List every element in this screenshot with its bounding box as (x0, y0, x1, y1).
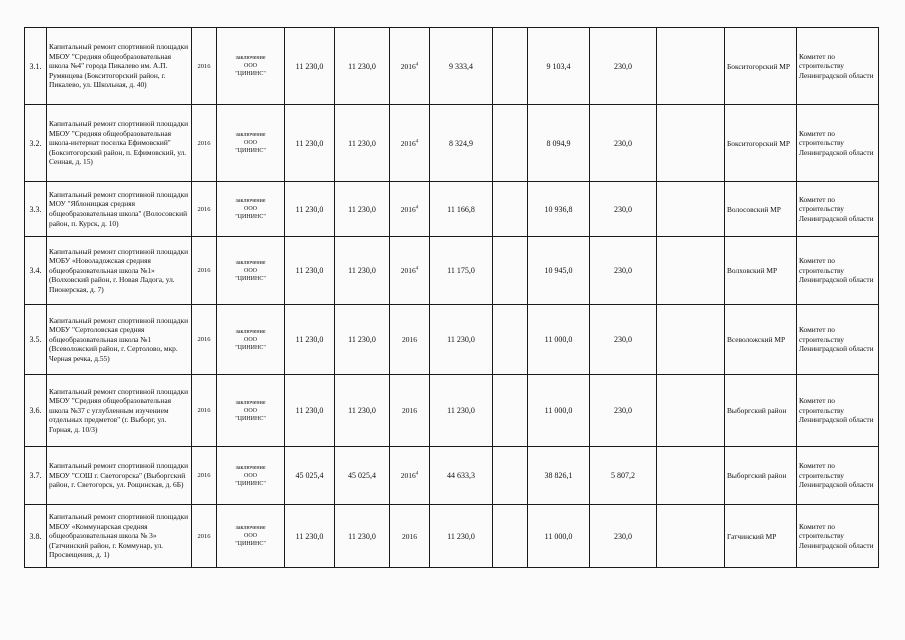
customer: Комитет по строительству Ленинградской области (797, 237, 879, 305)
customer: Комитет по строительству Ленинградской области (797, 182, 879, 237)
row-number: 3.5. (25, 305, 47, 375)
table-row (25, 28, 879, 105)
doc-line: ООО (244, 140, 257, 146)
doc-line: "ЦИНИНС" (235, 344, 266, 351)
doc-line: заключение (235, 464, 266, 471)
local-budget: 230,0 (590, 28, 657, 105)
footnote-mark: 4 (415, 471, 419, 477)
regional-budget: 10 945,0 (528, 237, 590, 305)
doc-line: ООО (244, 336, 257, 343)
implementation-year (390, 375, 430, 447)
doc-line: заключение (235, 525, 266, 531)
row-number: 3.1. (25, 28, 47, 105)
total-amount: 11 166,8 (430, 182, 493, 237)
customer: Комитет по строительству Ленинградской области (797, 447, 879, 505)
customer: Комитет по строительству Ленинградской области (797, 28, 879, 105)
local-budget: 230,0 (590, 375, 657, 447)
estimated-cost: 45 025,4 (285, 447, 335, 505)
year-value: 2016 (400, 61, 416, 71)
object-name: Капитальный ремонт спортивной площадки МОУ "Яблоницкая средняя общеобразовательная школа" (Волосовский район, п. Курск, д. 10) (47, 182, 192, 237)
empty-cell (493, 305, 528, 375)
footnote-mark: 4 (415, 139, 419, 144)
estimated-cost-current: 11 230,0 (335, 28, 390, 105)
row-number: 3.3. (25, 182, 47, 237)
estimated-cost: 11 230,0 (285, 182, 335, 237)
empty-cell (657, 505, 725, 568)
municipal-district: Всеволожский МР (725, 305, 797, 375)
municipal-district: Гатчинский МР (725, 505, 797, 568)
estimated-cost: 11 230,0 (285, 375, 335, 447)
empty-cell (657, 375, 725, 447)
doc-line: "ЦИНИНС" (235, 71, 266, 77)
object-name: Капитальный ремонт спортивной площадки МОБУ «Новоладожская средняя общеобразовательная школа №1» (Волховский район, г. Новая Ладога, ул. Пионерская, д. 7) (47, 237, 192, 305)
design-year: 2016 (192, 447, 217, 505)
row-number: 3.8. (25, 505, 47, 568)
estimated-cost-current: 11 230,0 (335, 182, 390, 237)
total-amount: 11 230,0 (430, 375, 493, 447)
year-value: 2016 (400, 471, 416, 480)
expertise-document (217, 305, 285, 375)
total-amount: 44 633,3 (430, 447, 493, 505)
local-budget: 5 807,2 (590, 447, 657, 505)
customer: Комитет по строительству Ленинградской области (797, 105, 879, 182)
doc-line: "ЦИНИНС" (235, 541, 266, 547)
estimated-cost: 11 230,0 (285, 305, 335, 375)
footnote-mark: 4 (415, 205, 419, 210)
table-row (25, 237, 879, 305)
year-value: 2016 (400, 204, 416, 214)
object-name: Капитальный ремонт спортивной площадки МБОУ "Средняя общеобразовательная школа №37 с углубленным изучением отдельных предметов" (г. Выборг, ул. Горная, д. 10/3) (47, 375, 192, 447)
design-year: 2016 (192, 305, 217, 375)
empty-cell (493, 447, 528, 505)
row-number: 3.4. (25, 237, 47, 305)
estimated-cost: 11 230,0 (285, 28, 335, 105)
object-name: Капитальный ремонт спортивной площадки МБОУ "СОШ г. Светогорска" (Выборгский район, г. Светогорск, ул. Рощинская, д. 6Б) (47, 447, 192, 505)
regional-budget: 9 103,4 (528, 28, 590, 105)
year-value: 2016 (402, 531, 417, 541)
year-value: 2016 (402, 406, 417, 415)
expertise-document (217, 375, 285, 447)
estimated-cost: 11 230,0 (285, 105, 335, 182)
empty-cell (493, 375, 528, 447)
year-value: 2016 (400, 266, 416, 275)
estimated-cost-current: 45 025,4 (335, 447, 390, 505)
object-name: Капитальный ремонт спортивной площадки МОБУ "Сертоловская средняя общеобразовательная школа №1 (Всеволожский район, г. Сертолово, мкр. Черная речка, д.55) (47, 305, 192, 375)
doc-line: "ЦИНИНС" (235, 480, 266, 487)
regional-budget: 11 000,0 (528, 305, 590, 375)
total-amount: 9 333,4 (430, 28, 493, 105)
estimated-cost: 11 230,0 (285, 237, 335, 305)
regional-budget: 8 094,9 (528, 105, 590, 182)
table-row (25, 182, 879, 237)
doc-line: заключение (235, 55, 266, 61)
doc-line: ООО (244, 407, 257, 414)
design-year: 2016 (192, 182, 217, 237)
doc-line: заключение (235, 259, 266, 266)
doc-line: ООО (244, 206, 257, 212)
table-row (25, 505, 879, 568)
municipal-district: Бокситогорский МР (725, 105, 797, 182)
estimated-cost-current: 11 230,0 (335, 305, 390, 375)
regional-budget: 11 000,0 (528, 375, 590, 447)
expertise-document (217, 28, 285, 105)
object-name: Капитальный ремонт спортивной площадки МБОУ "Средняя общеобразовательная школа-интернат поселка Ефимовский" (Бокситогорский район, п. Ефимовский, ул. Сенная, д. 15) (47, 105, 192, 182)
doc-line: "ЦИНИНС" (235, 415, 266, 422)
doc-line: заключение (235, 198, 266, 204)
doc-line: ООО (244, 472, 257, 479)
regional-budget: 11 000,0 (528, 505, 590, 568)
program-table (24, 27, 879, 568)
row-number: 3.2. (25, 105, 47, 182)
expertise-document (217, 105, 285, 182)
municipal-district: Волховский МР (725, 237, 797, 305)
year-value: 2016 (402, 335, 417, 344)
local-budget: 230,0 (590, 237, 657, 305)
doc-line: ООО (244, 63, 257, 69)
year-value: 2016 (400, 138, 416, 148)
estimated-cost: 11 230,0 (285, 505, 335, 568)
customer: Комитет по строительству Ленинградской области (797, 505, 879, 568)
expertise-document (217, 182, 285, 237)
implementation-year (390, 105, 430, 182)
empty-cell (493, 28, 528, 105)
footnote-mark: 4 (415, 266, 419, 272)
empty-cell (493, 505, 528, 568)
footnote-mark: 4 (415, 62, 419, 67)
row-number: 3.7. (25, 447, 47, 505)
regional-budget: 10 936,8 (528, 182, 590, 237)
doc-line: заключение (235, 132, 266, 138)
doc-line: заключение (235, 328, 266, 335)
implementation-year (390, 182, 430, 237)
object-name: Капитальный ремонт спортивной площадки МБОУ «Коммунарская средняя общеобразовательная школа № 3» (Гатчинский район, г. Коммунар, ул. Просвещения, д. 1) (47, 505, 192, 568)
local-budget: 230,0 (590, 505, 657, 568)
expertise-document (217, 237, 285, 305)
empty-cell (493, 105, 528, 182)
expertise-document (217, 505, 285, 568)
local-budget: 230,0 (590, 182, 657, 237)
empty-cell (657, 182, 725, 237)
customer: Комитет по строительству Ленинградской области (797, 305, 879, 375)
table-row (25, 105, 879, 182)
object-name: Капитальный ремонт спортивной площадки МБОУ "Средняя общеобразовательная школа №4" города Пикалево им. А.П. Румянцева (Бокситогорский район, г. Пикалево, ул. Школьная, д. 40) (47, 28, 192, 105)
regional-budget: 38 826,1 (528, 447, 590, 505)
doc-line: "ЦИНИНС" (235, 148, 266, 154)
total-amount: 8 324,9 (430, 105, 493, 182)
implementation-year (390, 505, 430, 568)
estimated-cost-current: 11 230,0 (335, 505, 390, 568)
doc-line: "ЦИНИНС" (235, 214, 266, 220)
customer: Комитет по строительству Ленинградской области (797, 375, 879, 447)
municipal-district: Волосовский МР (725, 182, 797, 237)
design-year: 2016 (192, 28, 217, 105)
municipal-district: Выборгский район (725, 375, 797, 447)
doc-line: ООО (244, 533, 257, 539)
implementation-year (390, 237, 430, 305)
expertise-document (217, 447, 285, 505)
total-amount: 11 230,0 (430, 305, 493, 375)
implementation-year (390, 28, 430, 105)
empty-cell (657, 237, 725, 305)
design-year: 2016 (192, 105, 217, 182)
total-amount: 11 230,0 (430, 505, 493, 568)
estimated-cost-current: 11 230,0 (335, 237, 390, 305)
total-amount: 11 175,0 (430, 237, 493, 305)
table-row (25, 375, 879, 447)
implementation-year (390, 447, 430, 505)
empty-cell (657, 447, 725, 505)
doc-line: "ЦИНИНС" (235, 275, 266, 282)
local-budget: 230,0 (590, 305, 657, 375)
empty-cell (493, 182, 528, 237)
municipal-district: Бокситогорский МР (725, 28, 797, 105)
design-year: 2016 (192, 237, 217, 305)
design-year: 2016 (192, 375, 217, 447)
municipal-district: Выборгский район (725, 447, 797, 505)
empty-cell (657, 28, 725, 105)
design-year: 2016 (192, 505, 217, 568)
doc-line: заключение (235, 399, 266, 406)
table-row (25, 305, 879, 375)
empty-cell (657, 305, 725, 375)
estimated-cost-current: 11 230,0 (335, 375, 390, 447)
empty-cell (657, 105, 725, 182)
implementation-year (390, 305, 430, 375)
row-number: 3.6. (25, 375, 47, 447)
empty-cell (493, 237, 528, 305)
doc-line: ООО (244, 267, 257, 274)
estimated-cost-current: 11 230,0 (335, 105, 390, 182)
table-row (25, 447, 879, 505)
local-budget: 230,0 (590, 105, 657, 182)
